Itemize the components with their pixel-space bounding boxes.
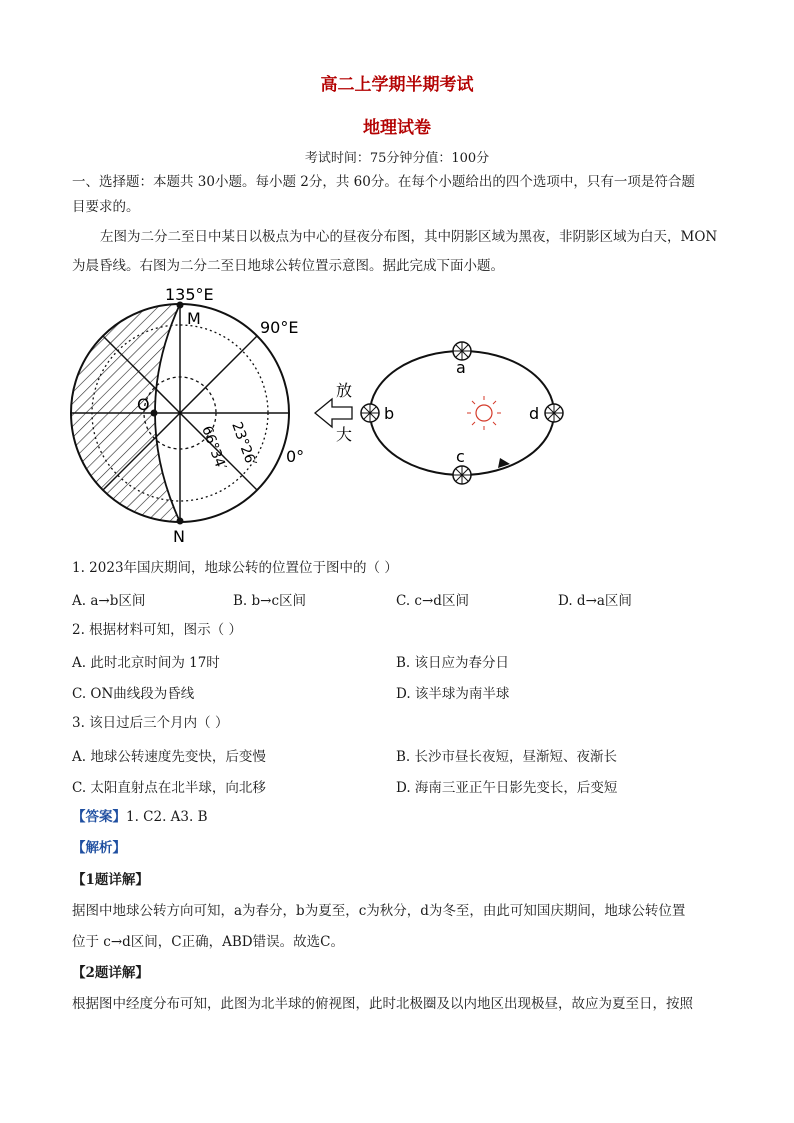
label-b: b	[384, 404, 395, 423]
answer-line	[72, 807, 722, 827]
answer-label: 【答案】	[72, 809, 126, 825]
left-arrow-icon	[315, 399, 352, 427]
polar-daynight-map	[71, 285, 304, 546]
question-3-option-c: C. 太阳直射点在北半球，向北移	[72, 780, 266, 796]
material-line2: 为晨昏线。右图为二分二至日地球公转位置示意图。据此完成下面小题。	[72, 258, 504, 274]
arrow-label-1: 放	[336, 381, 353, 400]
point-o	[151, 410, 158, 417]
earth-c-icon	[453, 466, 471, 484]
analysis-label: 【解析】	[72, 840, 126, 856]
label-o: O	[137, 395, 150, 414]
question-3-option-b: B. 长沙市昼长夜短，昼渐短、夜渐长	[396, 749, 618, 765]
point-n	[177, 518, 184, 525]
orbit-diagram	[361, 342, 563, 484]
question-2-option-a: A. 此时北京时间为 17时	[72, 655, 220, 671]
question-1-option-c: C. c→d区间	[396, 593, 469, 609]
label-n: N	[173, 527, 185, 546]
label-90e: 90°E	[260, 318, 299, 337]
label-23-26: 23°26′	[228, 419, 259, 469]
section-instruction-line1: 一、选择题：本题共 30小题。每小题 2分，共 60分。在每个小题给出的四个选项中，只有一项是符合题	[72, 174, 695, 190]
question-2-option-b: B. 该日应为春分日	[396, 655, 510, 671]
sun-icon	[467, 396, 501, 430]
label-135e: 135°E	[165, 285, 214, 304]
exam-title: 高二上学期半期考试	[320, 75, 474, 95]
section-instruction-line2: 目要求的。	[72, 199, 140, 215]
label-d: d	[529, 404, 540, 423]
earth-b-icon	[361, 404, 379, 422]
answer-text: 1. C2. A3. B	[126, 809, 208, 825]
q1-detail-line2: 位于 c→d区间，C正确，ABD错误。故选C。	[72, 934, 344, 950]
question-2-stem: 2. 根据材料可知，图示（ ）	[72, 622, 242, 638]
question-2-option-c: C. ON曲线段为昏线	[72, 686, 195, 702]
earth-d-icon	[545, 404, 563, 422]
label-a: a	[456, 358, 466, 377]
enlarge-arrow	[315, 381, 352, 444]
label-c: c	[456, 447, 465, 466]
label-0: 0°	[286, 447, 305, 466]
question-1-option-a: A. a→b区间	[72, 593, 146, 609]
q1-detail-line1: 据图中地球公转方向可知，a为春分，b为夏至，c为秋分，d为冬至，由此可知国庆期间，地球公转位置	[72, 903, 686, 919]
material-line1: 左图为二分二至日中某日以极点为中心的昼夜分布图，其中阴影区域为黑夜，非阴影区域为白天，MON	[100, 229, 718, 245]
diagram-figure	[60, 280, 580, 550]
question-3-stem: 3. 该日过后三个月内（ ）	[72, 715, 229, 731]
question-1-stem: 1. 2023年国庆期间，地球公转的位置位于图中的（ ）	[72, 560, 398, 576]
arrow-label-2: 大	[336, 425, 353, 444]
q2-detail-line1: 根据图中经度分布可知，此图为北半球的俯视图，此时北极圈及以内地区出现极昼，故应为夏至日，按照	[72, 996, 693, 1012]
question-1-option-d: D. d→a区间	[558, 593, 632, 609]
question-1-option-b: B. b→c区间	[233, 593, 307, 609]
question-3-option-a: A. 地球公转速度先变快，后变慢	[72, 749, 266, 765]
label-66-34: 66°34′	[198, 423, 229, 473]
exam-subject: 地理试卷	[363, 118, 431, 138]
q1-detail-label: 【1题详解】	[72, 872, 149, 888]
exam-info: 考试时间：75分钟分值：100分	[304, 151, 490, 166]
q2-detail-label: 【2题详解】	[72, 965, 149, 981]
question-3-option-d: D. 海南三亚正午日影先变长，后变短	[396, 780, 618, 796]
label-m: M	[187, 309, 201, 328]
question-2-option-d: D. 该半球为南半球	[396, 686, 510, 702]
